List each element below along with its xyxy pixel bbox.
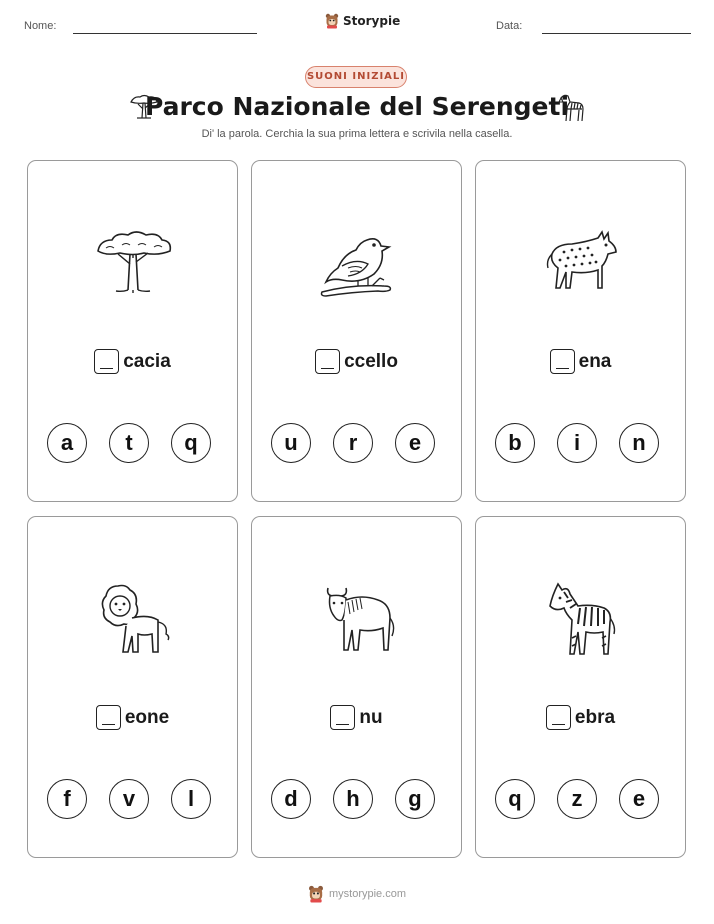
storypie-mascot-icon [308, 885, 324, 903]
answer-box[interactable] [94, 349, 119, 374]
brand-logo [325, 13, 400, 29]
letter-choice[interactable]: d [271, 779, 311, 819]
lion-icon [88, 574, 178, 664]
hyena-icon [536, 218, 626, 308]
answer-box[interactable] [330, 705, 355, 730]
word-row [28, 349, 237, 374]
letter-choices [271, 423, 435, 463]
letter-choice[interactable]: v [109, 779, 149, 819]
letter-choice[interactable]: z [557, 779, 597, 819]
letter-choice[interactable]: n [619, 423, 659, 463]
letter-choice[interactable]: f [47, 779, 87, 819]
date-label: Data: [496, 20, 523, 32]
name-line[interactable] [73, 33, 257, 34]
letter-choice[interactable]: a [47, 423, 87, 463]
word-ending: ena [578, 350, 612, 372]
brand-name: Storypie [343, 14, 401, 28]
letter-choices [271, 779, 435, 819]
word-ending: ccello [344, 350, 398, 372]
footer-url[interactable]: mystorypie.com [328, 888, 407, 900]
letter-choice[interactable]: b [495, 423, 535, 463]
letter-choices [47, 423, 211, 463]
word-ending: eone [124, 706, 170, 728]
letter-choice[interactable]: t [109, 423, 149, 463]
answer-box[interactable] [550, 349, 575, 374]
page-title: Parco Nazionale del Serengeti [144, 92, 570, 121]
letter-choices [47, 779, 211, 819]
letter-choice[interactable]: h [333, 779, 373, 819]
word-row [476, 349, 685, 374]
letter-choice[interactable]: r [333, 423, 373, 463]
word-card-4 [27, 516, 238, 858]
word-ending: cacia [123, 350, 171, 372]
letter-choice[interactable]: g [395, 779, 435, 819]
zebra-icon [555, 90, 587, 124]
word-card-1 [27, 160, 238, 502]
word-row [252, 349, 461, 374]
footer [0, 885, 714, 903]
word-row [476, 705, 685, 730]
topic-badge: SUONI INIZIALI [305, 66, 407, 88]
letter-choice[interactable]: l [171, 779, 211, 819]
date-line[interactable] [542, 33, 691, 34]
letter-choice[interactable]: e [395, 423, 435, 463]
letter-choices [495, 423, 659, 463]
word-card-5 [251, 516, 462, 858]
name-label: Nome: [24, 20, 57, 32]
acacia-tree-icon [88, 218, 178, 308]
storypie-mascot-icon [325, 13, 339, 29]
word-row [252, 705, 461, 730]
answer-box[interactable] [96, 705, 121, 730]
letter-choice[interactable]: e [619, 779, 659, 819]
word-card-6 [475, 516, 686, 858]
wildebeest-icon [312, 574, 402, 664]
word-ending: nu [359, 706, 383, 728]
word-card-3 [475, 160, 686, 502]
answer-box[interactable] [315, 349, 340, 374]
letter-choice[interactable]: u [271, 423, 311, 463]
letter-choices [495, 779, 659, 819]
answer-box[interactable] [546, 705, 571, 730]
word-card-2 [251, 160, 462, 502]
instructions: Di' la parola. Cerchia la sua prima lettera e scrivila nella casella. [201, 128, 513, 140]
word-ending: ebra [574, 706, 616, 728]
letter-choice[interactable]: q [495, 779, 535, 819]
bird-icon [312, 218, 402, 308]
zebra-icon [536, 574, 626, 664]
letter-choice[interactable]: i [557, 423, 597, 463]
letter-choice[interactable]: q [171, 423, 211, 463]
word-row [28, 705, 237, 730]
